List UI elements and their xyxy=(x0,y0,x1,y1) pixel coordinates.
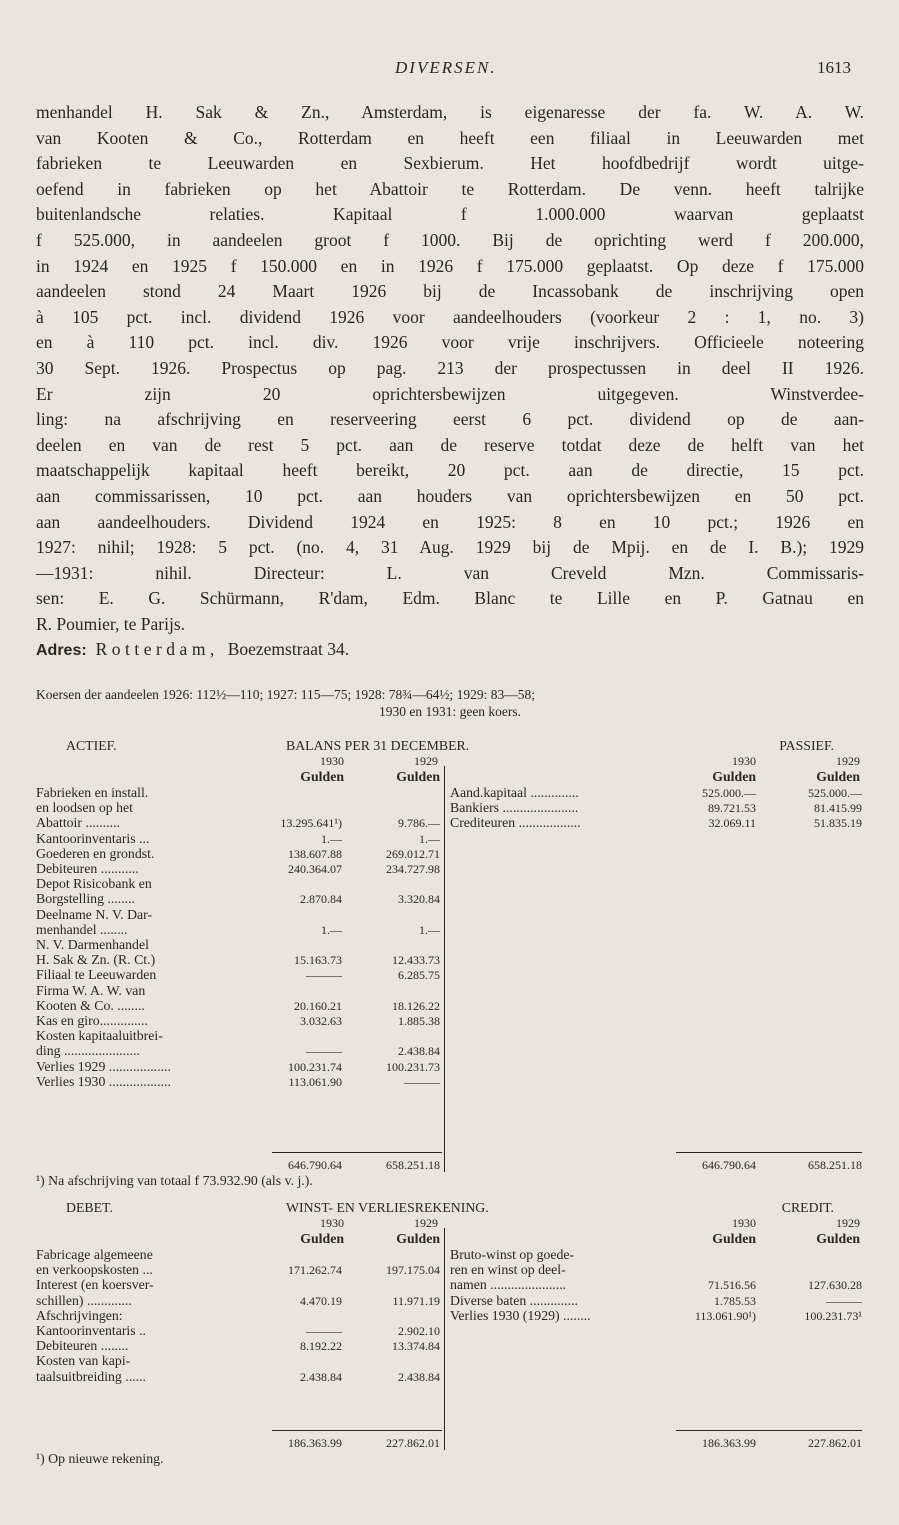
paragraph-line: 30 Sept. 1926. Prospectus op pag. 213 der prospectussen in deel II 1926. xyxy=(36,357,864,378)
paragraph-line: in 1924 en 1925 f 150.000 en in 1926 f 175.000 geplaatst. Op deze f 175.000 xyxy=(36,255,864,276)
paragraph-line: aandeelen stond 24 Maart 1926 bij de Incassobank de inschrijving open xyxy=(36,281,864,302)
body-text xyxy=(36,100,864,663)
right-title: CREDIT. xyxy=(781,1200,834,1215)
row-label: Kantoorinventaris .. xyxy=(36,1323,146,1338)
paragraph-line: en à 110 pct. incl. div. 1926 voor vrije inschrijvers. Officieele noteering xyxy=(36,332,864,353)
row-value: ——— xyxy=(306,1324,342,1338)
row-value: 2.902.10 xyxy=(398,1324,440,1338)
row-label: Filiaal te Leeuwarden xyxy=(36,967,157,983)
year-header: 1930 xyxy=(320,1216,344,1230)
row-label: Verlies 1929 .................. xyxy=(36,1058,171,1074)
total-value: 186.363.99 xyxy=(288,1436,342,1450)
row-value: 3.320.84 xyxy=(398,892,440,907)
row-label: Bankiers ...................... xyxy=(450,800,579,816)
row-value: 2.438.84 xyxy=(398,1044,440,1059)
row-value: 9.786.— xyxy=(398,816,440,831)
row-label: namen ...................... xyxy=(450,1277,567,1293)
row-value: 8.192.22 xyxy=(300,1339,342,1354)
row-value: 171.262.74 xyxy=(288,1263,342,1278)
footnote: ¹) Na afschrijving van totaal f 73.932.90 (als v. j.). xyxy=(36,1173,313,1188)
paragraph-line: ling: na afschrijving en reserveering eerst 6 pct. dividend op de aan- xyxy=(36,409,864,430)
row-value: 13.295.641¹) xyxy=(280,816,342,831)
row-label: Goederen en grondst. xyxy=(36,845,155,861)
paragraph-line: R. Poumier, te Parijs. xyxy=(36,613,186,634)
row-label: en verkoopskosten ... xyxy=(36,1262,153,1278)
row-label: Debiteuren ........... xyxy=(36,861,139,876)
paragraph-line: aan commissarissen, 10 pct. aan houders van oprichtersbewijzen en 50 pct. xyxy=(36,485,864,506)
row-value: 2.438.84 xyxy=(398,1369,440,1384)
total-rule xyxy=(676,1430,862,1431)
row-value: 1.— xyxy=(321,831,342,846)
total-value: 658.251.18 xyxy=(386,1158,440,1172)
row-value: 81.415.99 xyxy=(814,801,862,816)
paragraph-line: fabrieken te Leeuwarden en Sexbierum. Het hoofdbedrijf wordt uitge- xyxy=(36,153,864,174)
total-value: 227.862.01 xyxy=(386,1436,440,1450)
year-header: 1929 xyxy=(836,754,860,768)
row-label: Kas en giro.............. xyxy=(36,1013,148,1028)
row-value: 240.364.07 xyxy=(288,862,342,876)
row-label: Borgstelling ........ xyxy=(36,891,136,907)
row-value: 3.032.63 xyxy=(300,1014,342,1028)
row-value: 113.061.90¹) xyxy=(694,1308,756,1323)
unit-header: Gulden xyxy=(816,769,860,784)
row-label: schillen) ............. xyxy=(36,1292,132,1308)
paragraph-line: f 525.000, in aandeelen groot f 1000. Bij de oprichting werd f 200.000, xyxy=(36,229,864,250)
paragraph-line: Er zijn 20 oprichtersbewijzen uitgegeven. Winstverdee- xyxy=(36,383,864,404)
total-rule xyxy=(272,1430,442,1431)
row-value: 2.438.84 xyxy=(300,1369,342,1384)
unit-header: Gulden xyxy=(300,769,344,784)
unit-header: Gulden xyxy=(300,1231,344,1246)
unit-header: Gulden xyxy=(816,1231,860,1246)
row-value: 13.374.84 xyxy=(392,1339,440,1354)
row-label: Crediteuren .................. xyxy=(450,815,581,831)
koersen-line: Koersen der aandeelen 1926: 112½—110; 1927: 115—75; 1928: 78¾—64½; 1929: 83—58; xyxy=(36,687,536,702)
center-title: BALANS PER 31 DECEMBER. xyxy=(286,738,470,753)
row-label: Fabrieken en install. xyxy=(36,785,149,800)
row-value: 20.160.21 xyxy=(294,998,342,1013)
page-number: 1613 xyxy=(817,58,851,77)
row-value: 525.000.— xyxy=(808,786,862,800)
row-value: 2.870.84 xyxy=(300,892,342,907)
year-header: 1929 xyxy=(414,754,438,768)
row-label: Aand.kapitaal .............. xyxy=(450,785,579,800)
row-value: 1.— xyxy=(419,831,440,846)
left-title: DEBET. xyxy=(66,1200,113,1215)
row-label: Kosten van kapi- xyxy=(36,1353,131,1369)
row-value: 1.885.38 xyxy=(398,1014,440,1028)
column-divider xyxy=(444,1228,445,1450)
row-value: ——— xyxy=(306,968,342,983)
total-value: 646.790.64 xyxy=(702,1158,756,1172)
row-value: 100.231.73 xyxy=(386,1059,440,1074)
row-value: 6.285.75 xyxy=(398,968,440,983)
row-value: 1.— xyxy=(321,922,342,937)
row-label: Abattoir .......... xyxy=(36,815,120,831)
unit-header: Gulden xyxy=(712,769,756,784)
row-label: Verlies 1930 .................. xyxy=(36,1073,171,1089)
row-value: 525.000.— xyxy=(702,786,756,800)
row-value: 197.175.04 xyxy=(386,1263,440,1278)
paragraph-line: à 105 pct. incl. dividend 1926 voor aandeelhouders (voorkeur 2 : 1, no. 3) xyxy=(36,306,864,327)
paragraph-line: oefend in fabrieken op het Abattoir te Rotterdam. De venn. heeft talrijke xyxy=(36,178,864,199)
row-value: 100.231.74 xyxy=(288,1059,342,1074)
total-rule xyxy=(676,1152,862,1153)
unit-header: Gulden xyxy=(396,1231,440,1246)
row-value: 11.971.19 xyxy=(392,1293,440,1308)
row-value: 100.231.73¹ xyxy=(804,1308,862,1323)
row-label: N. V. Darmenhandel xyxy=(36,937,149,952)
row-label: Fabricage algemeene xyxy=(36,1247,153,1262)
paragraph-line: —1931: nihil. Directeur: L. van Creveld Mzn. Commissaris- xyxy=(36,562,864,583)
row-label: Deelname N. V. Dar- xyxy=(36,906,153,922)
year-header: 1930 xyxy=(732,1216,756,1230)
paragraph-line: 1927: nihil; 1928: 5 pct. (no. 4, 31 Aug. 1929 bij de Mpij. en de I. B.); 1929 xyxy=(36,537,864,558)
row-value: 51.835.19 xyxy=(814,816,862,831)
total-value: 646.790.64 xyxy=(288,1158,342,1172)
total-value: 186.363.99 xyxy=(702,1436,756,1450)
total-value: 227.862.01 xyxy=(808,1436,862,1450)
row-label: Bruto-winst op goede- xyxy=(450,1247,575,1262)
row-value: 71.516.56 xyxy=(708,1278,756,1293)
row-value: 269.012.71 xyxy=(386,846,440,861)
row-value: ——— xyxy=(404,1074,440,1089)
row-label: Firma W. A. W. van xyxy=(36,982,146,998)
left-title: ACTIEF. xyxy=(66,738,117,753)
koersen-block xyxy=(36,686,864,720)
koersen-line: 1930 en 1931: geen koers. xyxy=(378,704,522,719)
total-rule xyxy=(272,1152,442,1153)
paragraph-line: aan aandeelhouders. Dividend 1924 en 1925: 8 en 10 pct.; 1926 en xyxy=(36,511,864,532)
row-label: en loodsen op het xyxy=(36,800,133,816)
year-header: 1929 xyxy=(414,1216,438,1230)
row-label: menhandel ........ xyxy=(36,921,128,937)
row-label: Diverse baten .............. xyxy=(450,1292,578,1308)
row-label: Kantoorinventaris ... xyxy=(36,830,150,846)
row-label: Kosten kapitaaluitbrei- xyxy=(36,1028,163,1044)
balance-sheet xyxy=(36,738,864,1188)
address-street: Boezemstraat 34. xyxy=(227,639,350,660)
address-label: Adres: xyxy=(36,642,87,660)
year-header: 1929 xyxy=(836,1216,860,1230)
paragraph-line: deelen en van de rest 5 pct. aan de reserve totdat deze de helft van het xyxy=(36,434,864,455)
year-header: 1930 xyxy=(732,754,756,768)
row-label: Kooten & Co. ........ xyxy=(36,997,145,1013)
paragraph-line: maatschappelijk kapitaal heeft bereikt, 20 pct. aan de directie, 15 pct. xyxy=(36,460,864,481)
row-label: Afschrijvingen: xyxy=(36,1307,123,1323)
row-label: ding ...................... xyxy=(36,1043,140,1059)
paragraph-line: buitenlandsche relaties. Kapitaal f 1.000.000 waarvan geplaatst xyxy=(36,204,864,225)
row-value: 127.630.28 xyxy=(808,1278,862,1293)
year-header: 1930 xyxy=(320,754,344,768)
paragraph-line: van Kooten & Co., Rotterdam en heeft een filiaal in Leeuwarden met xyxy=(36,127,864,148)
paragraph-line: menhandel H. Sak & Zn., Amsterdam, is eigenaresse der fa. W. A. W. xyxy=(36,102,864,122)
row-label: H. Sak & Zn. (R. Ct.) xyxy=(36,952,156,968)
row-value: 12.433.73 xyxy=(392,953,440,968)
column-divider xyxy=(444,766,445,1172)
row-value: 4.470.19 xyxy=(300,1293,342,1308)
row-value: 234.727.98 xyxy=(386,862,440,876)
section-title: DIVERSEN. xyxy=(395,58,497,77)
row-value: ——— xyxy=(306,1044,342,1059)
row-label: Debiteuren ........ xyxy=(36,1338,129,1354)
profit-loss-account xyxy=(36,1200,864,1470)
row-value: 138.607.88 xyxy=(288,846,342,861)
address-city: Rotterdam, xyxy=(86,639,228,660)
row-label: Interest (en koersver- xyxy=(36,1277,154,1293)
row-label: Depot Risicobank en xyxy=(36,876,152,892)
row-value: 89.721.53 xyxy=(708,801,756,816)
row-value: 15.163.73 xyxy=(294,953,342,968)
row-label: Verlies 1930 (1929) ........ xyxy=(450,1307,591,1323)
address-line xyxy=(36,637,864,663)
row-value: 18.126.22 xyxy=(392,998,440,1013)
row-value: ——— xyxy=(826,1293,862,1308)
right-title: PASSIEF. xyxy=(779,738,834,753)
row-value: 32.069.11 xyxy=(708,816,756,831)
unit-header: Gulden xyxy=(712,1231,756,1246)
total-value: 658.251.18 xyxy=(808,1158,862,1172)
footnote: ¹) Op nieuwe rekening. xyxy=(36,1451,164,1466)
unit-header: Gulden xyxy=(396,769,440,784)
center-title: WINST- EN VERLIESREKENING. xyxy=(286,1200,489,1215)
row-label: ren en winst op deel- xyxy=(450,1262,566,1278)
row-value: 1.785.53 xyxy=(714,1293,756,1308)
row-value: 113.061.90 xyxy=(288,1074,342,1089)
row-label: taalsuitbreiding ...... xyxy=(36,1368,146,1384)
paragraph-line: sen: E. G. Schürmann, R'dam, Edm. Blanc te Lille en P. Gatnau en xyxy=(36,588,864,609)
running-header xyxy=(0,58,899,88)
row-value: 1.— xyxy=(419,922,440,937)
